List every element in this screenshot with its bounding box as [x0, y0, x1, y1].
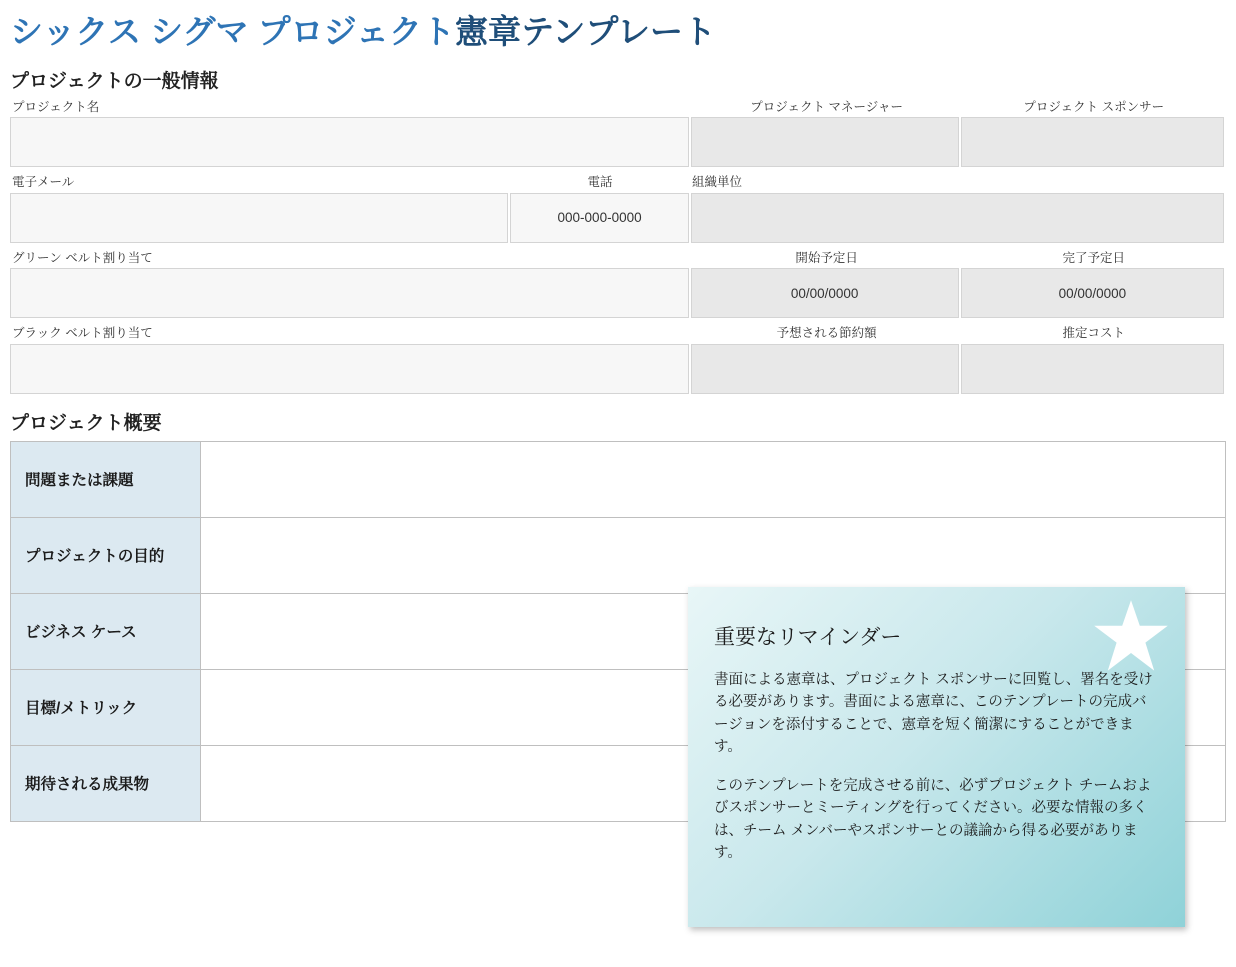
general-info-fields-row-2: [10, 193, 1226, 243]
field-black-belt[interactable]: [10, 344, 689, 394]
overview-label-business-case: ビジネス ケース: [11, 593, 201, 669]
table-row: [11, 517, 1226, 593]
general-info-block: [10, 99, 1226, 394]
document-page: [0, 12, 1236, 967]
general-info-labels-row-3: [10, 250, 1226, 269]
table-row: [11, 441, 1226, 517]
field-planned-start-date[interactable]: 00/00/0000: [691, 268, 959, 318]
label-black-belt: ブラック ベルト割り当て: [12, 326, 153, 341]
overview-label-purpose: プロジェクトの目的: [11, 517, 201, 593]
page-title-segment-1: シックス シグマ プロジェクト: [10, 13, 456, 50]
label-planned-start-date: 開始予定日: [795, 250, 858, 265]
reminder-title: 重要なリマインダー: [714, 626, 902, 649]
general-info-labels-row-1: [10, 99, 1226, 118]
general-info-fields-row-3: [10, 268, 1226, 318]
label-planned-completion-date: 完了予定日: [1062, 250, 1125, 265]
page-title-segment-2: 憲章テンプレート: [455, 13, 717, 50]
general-info-fields-row-4: [10, 344, 1226, 394]
label-phone: 電話: [587, 175, 613, 190]
field-project-sponsor[interactable]: [961, 117, 1224, 167]
reminder-paragraph-1: 書面による憲章は、プロジェクト スポンサーに回覧し、署名を受ける必要があります。書面による憲章に、このテンプレートの完成バージョンを添付することで、憲章を短く簡潔にすることができます。: [714, 672, 1153, 756]
overview-label-deliverables: 期待される成果物: [11, 745, 201, 821]
overview-label-goals-metrics: 目標/メトリック: [11, 669, 201, 745]
field-expected-savings[interactable]: [691, 344, 959, 394]
label-expected-savings: 予想される節約額: [776, 326, 877, 341]
important-reminder-callout: [688, 587, 1185, 927]
field-email[interactable]: [10, 193, 508, 243]
label-org-unit: 組織単位: [692, 175, 743, 190]
label-green-belt: グリーン ベルト割り当て: [12, 250, 153, 265]
field-org-unit[interactable]: [691, 193, 1224, 243]
label-project-manager: プロジェクト マネージャー: [750, 99, 904, 114]
page-title: [10, 12, 1226, 52]
field-project-name[interactable]: [10, 117, 689, 167]
label-estimated-cost: 推定コスト: [1062, 326, 1125, 341]
label-project-name: プロジェクト名: [12, 99, 100, 114]
label-email: 電子メール: [12, 175, 75, 190]
general-info-labels-row-4: [10, 325, 1226, 344]
field-project-manager[interactable]: [691, 117, 959, 167]
label-project-sponsor: プロジェクト スポンサー: [1023, 99, 1165, 114]
reminder-paragraph-2: このテンプレートを完成させる前に、必ずプロジェクト チームおよびスポンサーとミーティングを行ってください。必要な情報の多くは、チーム メンバーやスポンサーとの議論から得る必要があります。: [714, 777, 1152, 862]
star-icon: [1091, 597, 1171, 677]
field-green-belt[interactable]: [10, 268, 689, 318]
overview-label-problem: 問題または課題: [11, 441, 201, 517]
overview-value-purpose[interactable]: [201, 517, 1226, 593]
field-phone[interactable]: 000-000-0000: [510, 193, 689, 243]
field-estimated-cost[interactable]: [961, 344, 1224, 394]
overview-value-problem[interactable]: [201, 441, 1226, 517]
general-info-fields-row-1: [10, 117, 1226, 167]
field-planned-completion-date[interactable]: 00/00/0000: [961, 268, 1224, 318]
general-info-labels-row-2: [10, 174, 1226, 193]
section-heading-general: プロジェクトの一般情報: [10, 70, 219, 92]
section-heading-overview: プロジェクト概要: [10, 412, 162, 434]
